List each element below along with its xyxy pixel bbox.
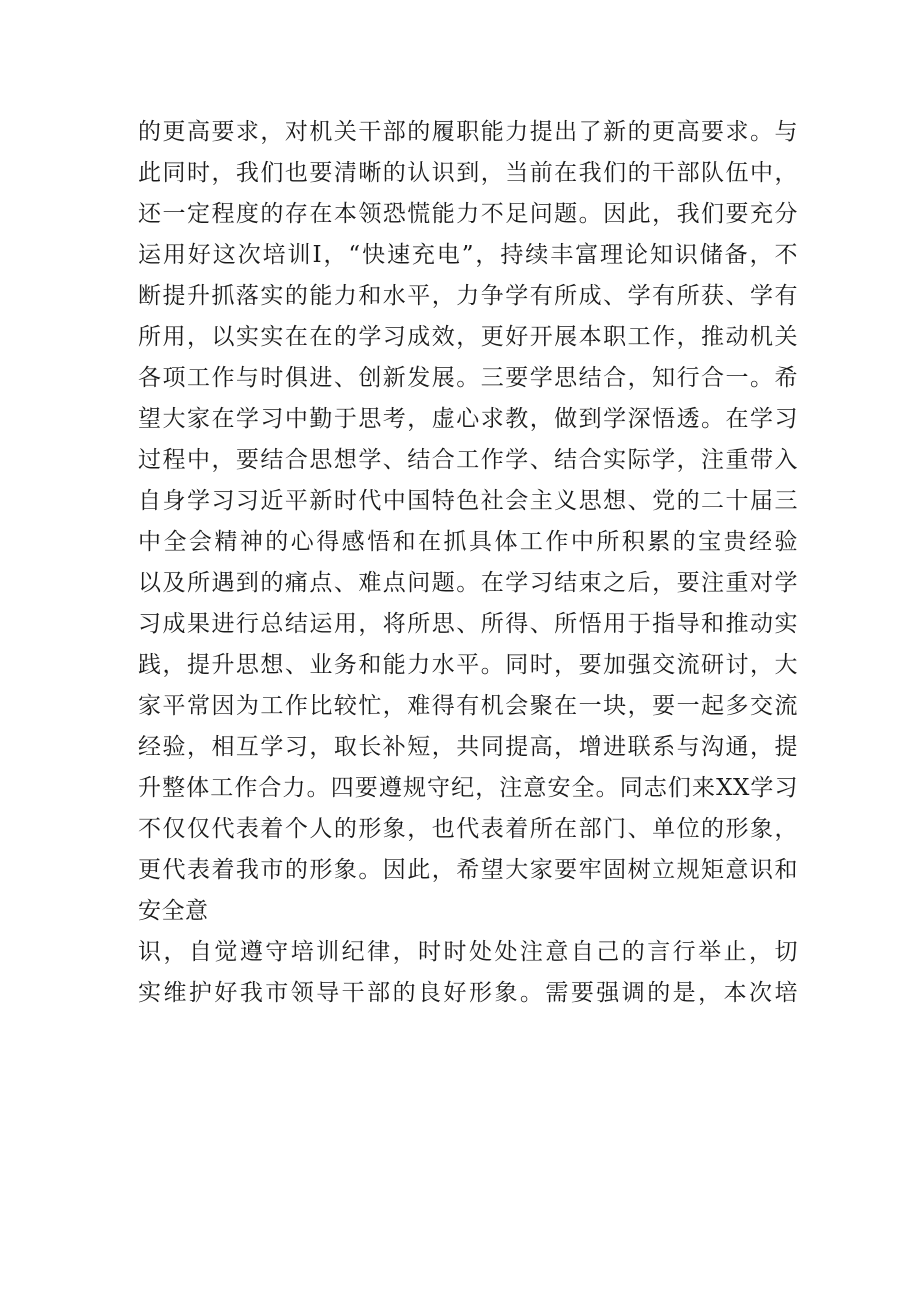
text-line: 所用，以实实在在的学习成效，更好开展本职工作，推动机关 xyxy=(138,324,798,350)
text-line: 断提升抓落实的能力和水平，力争学有所成、学有所获、学有 xyxy=(138,283,798,309)
text-line: 经验，相互学习，取长补短，共同提高，增进联系与沟通，提 xyxy=(138,734,798,760)
text-line: 安全意 xyxy=(138,898,209,924)
text-line: 践，提升思想、业务和能力水平。同时，要加强交流研讨，大 xyxy=(138,652,798,678)
text-line: 各项工作与时俱进、创新发展。三要学思结合，知行合一。希 xyxy=(138,365,798,391)
text-line: 过程中，要结合思想学、结合工作学、结合实际学，注重带入 xyxy=(138,447,798,473)
text-line: 运用好这次培训I，“快速充电”，持续丰富理论知识储备，不 xyxy=(138,242,798,268)
text-line: 以及所遇到的痛点、难点问题。在学习结束之后，要注重对学 xyxy=(138,570,798,596)
text-line: 实维护好我市领导干部的良好形象。需要强调的是，本次培 xyxy=(138,980,798,1006)
text-line: 不仅仅代表着个人的形象，也代表着所在部门、单位的形象， xyxy=(138,816,798,842)
text-line: 中全会精神的心得感悟和在抓具体工作中所积累的宝贵经验 xyxy=(138,529,798,555)
text-line: 家平常因为工作比较忙，难得有机会聚在一块，要一起多交流 xyxy=(138,693,798,719)
body-text xyxy=(138,112,798,1014)
text-line: 更代表着我市的形象。因此，希望大家要牢固树立规矩意识和 xyxy=(138,857,798,883)
text-line: 识，自觉遵守培训纪律，时时处处注意自己的言行举止，切 xyxy=(138,939,798,965)
text-line: 习成果进行总结运用，将所思、所得、所悟用于指导和推动实 xyxy=(138,611,798,637)
text-line: 升整体工作合力。四要遵规守纪，注意安全。同志们来XX学习 xyxy=(138,775,798,801)
text-line: 此同时，我们也要清晰的认识到，当前在我们的干部队伍中， xyxy=(138,160,798,186)
text-line: 的更高要求，对机关干部的履职能力提出了新的更高要求。与 xyxy=(138,119,798,145)
text-line: 还一定程度的存在本领恐慌能力不足问题。因此，我们要充分 xyxy=(138,201,798,227)
text-line: 自身学习习近平新时代中国特色社会主义思想、党的二十届三 xyxy=(138,488,798,514)
text-line: 望大家在学习中勤于思考，虚心求教，做到学深悟透。在学习 xyxy=(138,406,798,432)
